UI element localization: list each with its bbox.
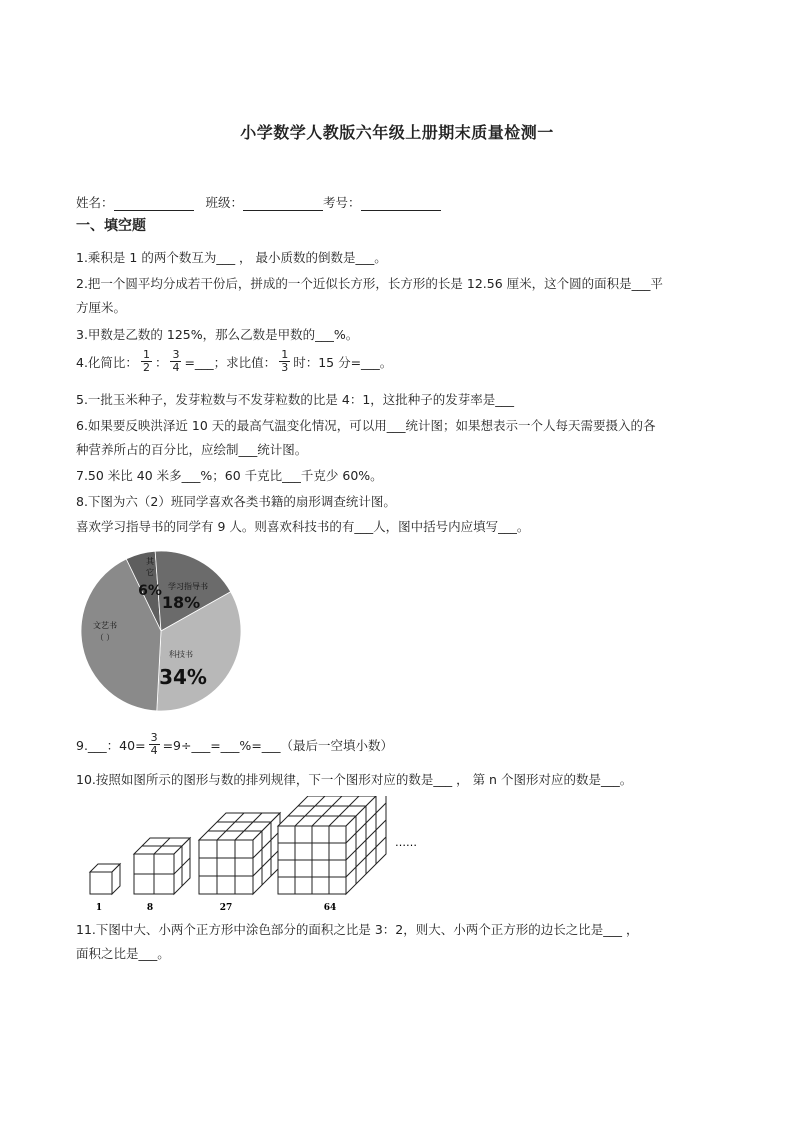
fraction-three-quarters: $\frac{3}{4}$ — [172, 348, 180, 374]
cube-face — [90, 872, 112, 894]
q9-suffix: =9÷___=___%=___（最后一空填小数） — [162, 737, 394, 753]
slice-value-science: 34% — [159, 665, 207, 689]
question-7: 7.50 米比 40 米多___%；60 千克比___千克少 60%。 — [76, 468, 383, 483]
question-6-line2: 种营养所占的百分比，应绘制___统计图。 — [76, 442, 308, 457]
class-blank[interactable] — [243, 196, 323, 211]
class-label: 班级： — [205, 195, 244, 210]
q4-suffix: 时：15 分=___。 — [293, 354, 393, 370]
q4-colon: ： — [154, 354, 168, 370]
q4-prefix: 4.化简比： — [76, 354, 138, 370]
student-info-line — [76, 193, 441, 211]
cube-face — [199, 840, 253, 894]
question-2-line2: 方厘米。 — [76, 300, 127, 315]
slice-value-other: 6% — [138, 583, 162, 599]
name-label: 姓名： — [76, 195, 114, 210]
question-5: 5.一批玉米种子，发芽粒数与不发芽粒数的比是 4：1，这批种子的发芽率是___ — [76, 392, 515, 407]
question-4 — [76, 349, 392, 374]
cube-label-8: 8 — [146, 903, 154, 913]
question-2-line1: 2.把一个圆平均分成若干份后，拼成的一个近似长方形，长方形的长是 12.56 厘米，这个圆的面积是___平 — [76, 276, 663, 291]
book-preference-pie-chart — [76, 546, 246, 716]
fraction-one-third: $\frac{1}{3}$ — [281, 348, 289, 374]
slice-label-other-1: 其 — [146, 557, 154, 566]
question-6-line1: 6.如果要反映洪泽近 10 天的最高气温变化情况，可以用___统计图；如果想表示一个人每天需要摄入的各 — [76, 418, 656, 433]
exam-no-blank[interactable] — [361, 196, 441, 211]
question-3: 3.甲数是乙数的 125%，那么乙数是甲数的___%。 — [76, 327, 359, 342]
exam-no-label: 考号： — [323, 195, 361, 210]
ellipsis: …… — [395, 836, 417, 849]
question-1: 1.乘积是 1 的两个数互为___ ， 最小质数的倒数是___。 — [76, 250, 387, 265]
cube-pattern-figure — [80, 796, 440, 914]
cube-label-1: 1 — [95, 903, 103, 913]
question-8-line1: 8.下图为六（2）班同学喜欢各类书籍的扇形调查统计图。 — [76, 494, 396, 509]
fraction-one-half: $\frac{1}{2}$ — [142, 348, 150, 374]
name-blank[interactable] — [114, 196, 194, 211]
slice-label-other-2: 它 — [146, 568, 154, 577]
cube-label-64: 64 — [323, 903, 337, 913]
slice-label-literature: 文艺书 — [93, 621, 117, 630]
fraction-three-quarters-q9: $\frac{3}{4}$ — [150, 731, 158, 757]
section-heading: 一、填空题 — [76, 218, 146, 234]
q9-prefix: 9.___：40= — [76, 737, 146, 753]
question-11-line1: 11.下图中大、小两个正方形中涂色部分的面积之比是 3：2，则大、小两个正方形的边长之比是___ ， — [76, 922, 639, 937]
question-10: 10.按照如图所示的图形与数的排列规律，下一个图形对应的数是___ ， 第 n 个图形对应的数是___。 — [76, 772, 633, 787]
question-8-line2: 喜欢学习指导书的同学有 9 人。则喜欢科技书的有___人，图中括号内应填写___。 — [76, 519, 530, 534]
slice-value-literature: （ ） — [95, 633, 115, 642]
slice-value-study-guide: 18% — [161, 593, 201, 612]
q4-mid: =___；求比值： — [184, 354, 277, 370]
question-11-line2: 面积之比是___。 — [76, 946, 170, 961]
question-9 — [76, 732, 393, 757]
cube-label-27: 27 — [219, 903, 233, 913]
slice-label-study-guide: 学习指导书 — [168, 582, 208, 591]
slice-label-science: 科技书 — [169, 650, 193, 659]
page-title: 小学数学人教版六年级上册期末质量检测一 — [240, 123, 554, 142]
